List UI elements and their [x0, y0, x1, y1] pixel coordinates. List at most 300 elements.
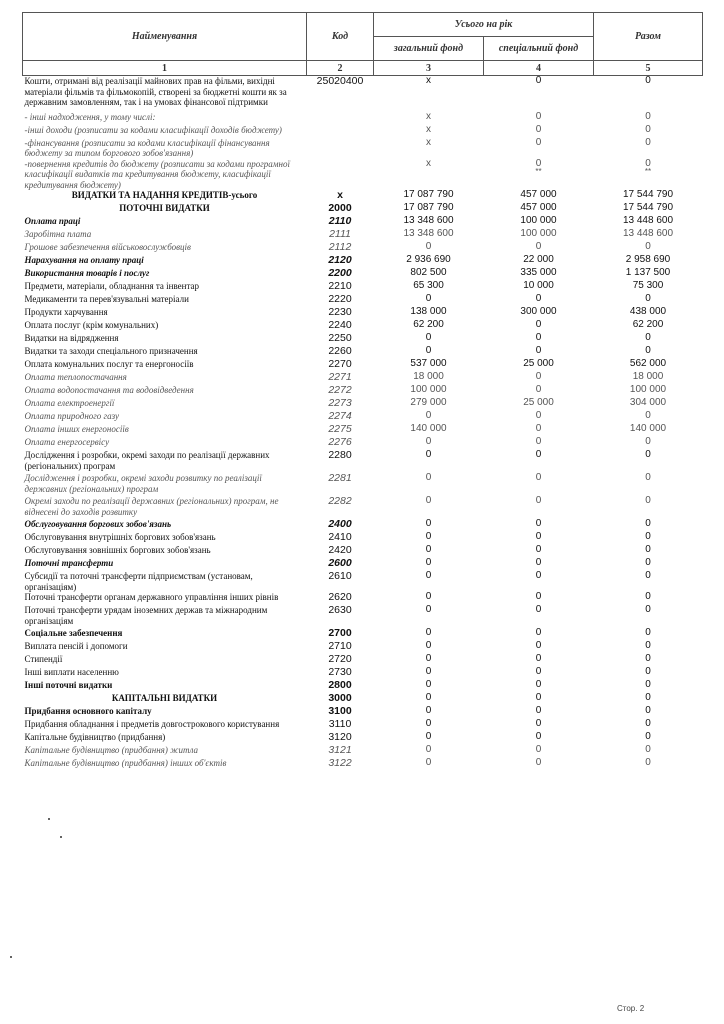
- row-general-fund: [374, 473, 484, 496]
- row-name-text: Інші поточні видатки: [24, 680, 113, 690]
- row-special-fund-text: 0: [535, 557, 542, 568]
- table-row: [23, 372, 703, 385]
- table-row: [23, 667, 703, 680]
- row-name-text: Придбання обладнання і предметів довгострокового користування: [24, 719, 280, 729]
- row-total-text: 0: [645, 531, 651, 542]
- row-general-fund-text: 2 936 690: [406, 254, 451, 265]
- row-general-fund: [374, 159, 484, 191]
- row-code: [307, 125, 374, 138]
- row-name: [23, 605, 307, 628]
- row-total-text: 13 448 600: [622, 228, 674, 239]
- row-code-text: 2274: [328, 410, 352, 422]
- header-code: Код: [307, 13, 374, 61]
- row-stars: **: [535, 167, 542, 176]
- row-general-fund-text: 0: [425, 345, 432, 356]
- row-general-fund-text: 0: [425, 518, 432, 529]
- row-general-fund-text: 0: [425, 604, 432, 615]
- row-total-text: 0: [645, 157, 651, 169]
- row-code-text: 2230: [328, 306, 352, 318]
- row-total-text: 0: [645, 653, 651, 664]
- row-total-text: 62 200: [632, 319, 664, 330]
- row-general-fund-text: 18 000: [413, 371, 444, 382]
- row-name-text: -повернення кредитів до бюджету (розписати за кодами програмної класифікації видатків та кредитування бюджету, класифікації кредитування бюджету): [24, 158, 290, 190]
- scan-speck: [10, 956, 12, 958]
- row-name: [23, 112, 307, 125]
- row-code-text: 2271: [328, 371, 352, 383]
- row-general-fund-text: 279 000: [410, 397, 447, 408]
- table-row: [23, 719, 703, 732]
- row-name: [23, 255, 307, 268]
- row-total: [594, 496, 703, 519]
- table-row: [23, 359, 703, 372]
- row-name-text: Капітальне будівництво (придбання): [24, 732, 166, 742]
- row-special-fund-text: 0: [535, 423, 542, 434]
- table-row: [23, 437, 703, 450]
- row-name: [23, 333, 307, 346]
- table-row: [23, 333, 703, 346]
- row-general-fund-text: 13 348 600: [403, 215, 454, 226]
- row-general-fund-text: 0: [425, 410, 432, 421]
- table-row: [23, 758, 703, 771]
- header-total-year: Усього на рік: [374, 13, 594, 37]
- row-general-fund-text: 100 000: [410, 384, 447, 395]
- row-total-text: 17 544 790: [622, 189, 674, 200]
- table-row: [23, 159, 703, 191]
- row-name: [23, 372, 307, 385]
- row-general-fund-text: 0: [425, 744, 432, 755]
- row-code-text: 3100: [328, 705, 352, 717]
- row-total-text: 0: [645, 666, 651, 677]
- row-special-fund-text: 0: [535, 332, 542, 343]
- row-general-fund-text: 0: [425, 531, 432, 542]
- row-name-text: Обслуговування зовнішніх боргових зобов'язань: [24, 545, 211, 555]
- row-name: [23, 545, 307, 558]
- header-special-fund: спеціальний фонд: [484, 37, 594, 61]
- row-code: [307, 112, 374, 125]
- row-total-text: 0: [645, 518, 651, 529]
- row-general-fund-text: 0: [425, 718, 432, 729]
- row-total-text: 0: [645, 705, 651, 716]
- row-code-text: 2200: [328, 267, 352, 279]
- table-row: [23, 519, 703, 532]
- row-total-text: 0: [645, 544, 651, 555]
- row-name: [23, 138, 307, 159]
- row-code-text: 2720: [328, 653, 352, 665]
- page-mark: Стор. 2: [617, 1004, 645, 1013]
- row-general-fund-text: 0: [425, 472, 432, 483]
- row-special-fund-text: 0: [535, 570, 542, 581]
- row-general-fund-text: 0: [425, 557, 432, 568]
- row-name: [23, 654, 307, 667]
- row-name: [23, 473, 307, 496]
- header-num-4: 4: [484, 61, 594, 76]
- table-row: [23, 693, 703, 706]
- row-code-text: 2272: [328, 384, 352, 396]
- row-total-text: 0: [645, 241, 651, 252]
- row-code-text: 2111: [329, 228, 351, 240]
- row-general-fund: [374, 605, 484, 628]
- row-total-text: 75 300: [632, 280, 664, 291]
- row-name-text: - інші надходження, у тому числі:: [24, 111, 156, 122]
- row-total-text: 0: [645, 75, 651, 86]
- row-special-fund: [484, 159, 594, 191]
- row-general-fund-text: 0: [425, 692, 432, 703]
- row-name: [23, 693, 307, 706]
- row-code-text: 2220: [328, 293, 352, 305]
- header-sum: Разом: [594, 13, 703, 61]
- row-special-fund-text: 335 000: [520, 267, 557, 278]
- row-total-text: 0: [645, 332, 651, 343]
- row-name-text: ВИДАТКИ ТА НАДАННЯ КРЕДИТІВ-усього: [71, 190, 258, 200]
- row-special-fund-text: 25 000: [523, 358, 554, 369]
- row-name-text: Видатки на відрядження: [24, 333, 119, 343]
- budget-table: [22, 12, 703, 771]
- row-total-text: 0: [645, 757, 651, 768]
- row-total-text: 13 448 600: [622, 215, 674, 226]
- table-row: [23, 320, 703, 333]
- row-name-text: Оплата електроенергії: [24, 398, 115, 408]
- row-name-text: Дослідження і розробки, окремі заходи розвитку по реалізації державних (регіональних) програм: [24, 473, 262, 494]
- row-name: [23, 667, 307, 680]
- row-general-fund: [374, 758, 484, 771]
- table-row: [23, 242, 703, 255]
- row-general-fund: [374, 138, 484, 159]
- row-code: [307, 758, 374, 771]
- row-code-text: 2210: [328, 280, 352, 292]
- row-code-text: x: [337, 189, 343, 201]
- row-special-fund-text: 0: [535, 666, 542, 677]
- table-row: [23, 473, 703, 496]
- row-total-text: 0: [645, 410, 651, 421]
- row-name-text: Обслуговування боргових зобов'язань: [24, 519, 172, 529]
- row-total-text: 0: [645, 136, 651, 148]
- row-code-text: 3120: [328, 731, 352, 743]
- row-special-fund: [484, 571, 594, 592]
- row-code-text: 2620: [328, 591, 352, 603]
- row-general-fund-text: 0: [425, 293, 432, 304]
- row-total-text: 0: [645, 557, 651, 568]
- row-special-fund-text: 0: [535, 436, 542, 447]
- row-name: [23, 203, 307, 216]
- row-name-text: Поточні трансферти органам державного управління інших рівнів: [24, 592, 279, 602]
- table-body: [23, 76, 703, 772]
- row-name: [23, 320, 307, 333]
- row-name-text: Оплата водопостачання та водовідведення: [24, 385, 194, 395]
- row-code-text: 2600: [328, 557, 352, 569]
- row-name: [23, 359, 307, 372]
- header-num-2: 2: [307, 61, 374, 76]
- row-name-text: Видатки та заходи спеціального призначення: [24, 346, 198, 356]
- row-name: [23, 229, 307, 242]
- row-name: [23, 307, 307, 320]
- table-row: [23, 216, 703, 229]
- row-special-fund-text: 0: [535, 410, 542, 421]
- row-special-fund-text: 0: [535, 744, 542, 755]
- row-code-text: 2240: [328, 319, 352, 331]
- row-special-fund-text: 0: [535, 371, 542, 382]
- row-code-text: 2273: [328, 397, 352, 409]
- row-name-text: Оплата послуг (крім комунальних): [24, 320, 159, 330]
- row-special-fund-text: 0: [535, 757, 542, 768]
- row-general-fund-text: 0: [425, 679, 432, 690]
- row-code-text: 2420: [328, 544, 352, 556]
- row-code-text: 2112: [328, 241, 352, 253]
- row-special-fund-text: 0: [535, 591, 542, 602]
- row-special-fund-text: 0: [535, 472, 542, 483]
- row-special-fund: [484, 138, 594, 159]
- row-special-fund-text: 0: [535, 110, 542, 122]
- table-row: [23, 125, 703, 138]
- row-general-fund-text: 17 087 790: [403, 202, 454, 213]
- row-total-text: 0: [645, 472, 651, 483]
- row-general-fund-text: 0: [425, 544, 432, 555]
- row-special-fund-text: 0: [535, 653, 542, 664]
- row-general-fund-text: x: [426, 136, 431, 148]
- row-total-text: 304 000: [629, 397, 667, 408]
- row-total-text: 438 000: [629, 306, 667, 317]
- row-name: [23, 242, 307, 255]
- row-name-text: Предмети, матеріали, обладнання та інвентар: [24, 281, 200, 291]
- row-name-text: Поточні трансферти урядам іноземних держав та міжнародним організаціям: [24, 605, 268, 626]
- table-row: [23, 745, 703, 758]
- row-name-text: Нарахування на оплату праці: [24, 255, 144, 265]
- row-special-fund: [484, 496, 594, 519]
- row-name: [23, 281, 307, 294]
- row-total-text: 0: [645, 449, 651, 460]
- table-row: [23, 732, 703, 745]
- row-special-fund-text: 0: [535, 449, 542, 460]
- table-row: [23, 571, 703, 592]
- table-row: [23, 76, 703, 112]
- row-name-text: Оплата природного газу: [24, 411, 120, 421]
- row-name: [23, 558, 307, 571]
- row-special-fund: [484, 76, 594, 112]
- row-total: [594, 159, 703, 191]
- row-general-fund-text: 0: [425, 640, 432, 651]
- row-total-text: 0: [645, 436, 651, 447]
- row-name: [23, 719, 307, 732]
- row-general-fund-text: 17 087 790: [403, 189, 454, 200]
- row-name-text: Оплата інших енергоносіїв: [24, 424, 129, 434]
- table-row: [23, 545, 703, 558]
- row-special-fund-text: 0: [535, 136, 542, 148]
- row-code: [307, 605, 374, 628]
- row-name: [23, 76, 307, 112]
- row-code-text: 2710: [328, 640, 352, 652]
- row-special-fund-text: 0: [535, 518, 542, 529]
- row-total-text: 0: [645, 123, 651, 135]
- row-code-text: 2275: [328, 423, 352, 435]
- row-special-fund-text: 457 000: [520, 189, 557, 200]
- row-total-text: 562 000: [629, 358, 667, 369]
- row-code: [307, 450, 374, 473]
- row-general-fund-text: 0: [425, 731, 432, 742]
- row-total-text: 0: [645, 591, 651, 602]
- row-stars: **: [644, 167, 652, 176]
- row-name: [23, 641, 307, 654]
- row-special-fund-text: 0: [535, 718, 542, 729]
- row-name-text: Виплата пенсій і допомоги: [24, 641, 128, 651]
- row-special-fund-text: 0: [535, 531, 542, 542]
- row-total-text: 1 137 500: [625, 267, 671, 278]
- row-name: [23, 732, 307, 745]
- row-total-text: 18 000: [632, 371, 664, 382]
- row-name: [23, 125, 307, 138]
- row-general-fund: [374, 496, 484, 519]
- row-special-fund-text: 457 000: [520, 202, 557, 213]
- row-name-text: Субсидії та поточні трансферти підприємствам (установам, організаціям): [24, 571, 253, 592]
- row-total-text: 0: [645, 679, 651, 690]
- row-special-fund-text: 0: [535, 731, 542, 742]
- row-name: [23, 190, 307, 203]
- table-row: [23, 592, 703, 605]
- row-special-fund: [484, 473, 594, 496]
- row-name-text: Продукти харчування: [24, 307, 108, 317]
- table-row: [23, 558, 703, 571]
- row-code: [307, 159, 374, 191]
- header-num-1: 1: [23, 61, 307, 76]
- row-total-text: 0: [645, 570, 651, 581]
- row-general-fund-text: 65 300: [413, 280, 444, 291]
- table-row: [23, 424, 703, 437]
- row-code-text: 2800: [328, 679, 352, 691]
- row-name-text: Соціальне забезпечення: [24, 628, 123, 638]
- row-name: [23, 268, 307, 281]
- row-special-fund-text: 0: [535, 705, 542, 716]
- row-name: [23, 437, 307, 450]
- row-general-fund-text: x: [426, 157, 431, 169]
- row-total-text: 0: [645, 110, 651, 122]
- row-special-fund-text: 10 000: [523, 280, 554, 291]
- row-special-fund-text: 100 000: [520, 215, 557, 226]
- row-general-fund: [374, 76, 484, 112]
- row-total-text: 0: [645, 293, 651, 304]
- row-code-text: 2281: [328, 472, 352, 484]
- row-code-text: 2000: [328, 202, 352, 214]
- row-general-fund: [374, 571, 484, 592]
- row-name: [23, 385, 307, 398]
- row-general-fund-text: 0: [425, 627, 432, 638]
- table-row: [23, 654, 703, 667]
- table-row: [23, 605, 703, 628]
- row-name-text: -інші доходи (розписати за кодами класифікації доходів бюджету): [24, 124, 282, 135]
- row-name-text: Кошти, отримані від реалізації майнових прав на фільми, вихідні матеріали фільмів та фільмокопій, створені за бюджетні кошти як за державним замовленням, так і на умовах фінансової підтримки: [24, 76, 287, 107]
- header-num-3: 3: [374, 61, 484, 76]
- row-code-text: 2120: [328, 254, 352, 266]
- row-special-fund-text: 0: [535, 679, 542, 690]
- scan-speck: [60, 836, 62, 838]
- header-general-fund: загальний фонд: [374, 37, 484, 61]
- table-row: [23, 138, 703, 159]
- row-total-text: 0: [645, 744, 651, 755]
- row-general-fund-text: 0: [425, 436, 432, 447]
- table-row: [23, 411, 703, 424]
- row-code-text: 2730: [328, 666, 352, 678]
- row-total: [594, 758, 703, 771]
- row-total: [594, 605, 703, 628]
- row-general-fund-text: 0: [425, 241, 432, 252]
- table-row: [23, 268, 703, 281]
- row-general-fund-text: 13 348 600: [403, 228, 454, 239]
- row-general-fund-text: 0: [425, 757, 432, 768]
- row-special-fund-text: 0: [535, 293, 542, 304]
- row-name-text: Заробітна плата: [24, 229, 92, 239]
- row-code-text: 2630: [328, 604, 352, 616]
- row-name: [23, 346, 307, 359]
- row-special-fund-text: 22 000: [523, 254, 554, 265]
- row-name: [23, 159, 307, 191]
- row-code-text: 3121: [328, 744, 352, 756]
- row-name-text: ПОТОЧНІ ВИДАТКИ: [119, 203, 210, 213]
- row-name: [23, 398, 307, 411]
- row-name: [23, 758, 307, 771]
- row-code: [307, 496, 374, 519]
- row-name-text: Оплата комунальних послуг та енергоносіїв: [24, 359, 194, 369]
- table-row: [23, 628, 703, 641]
- table-row: [23, 281, 703, 294]
- table-row: [23, 307, 703, 320]
- row-special-fund-text: 0: [535, 319, 542, 330]
- row-code-text: 2610: [328, 570, 352, 582]
- row-code-text: 2260: [328, 345, 352, 357]
- table-row: [23, 255, 703, 268]
- row-name: [23, 411, 307, 424]
- table-row: [23, 680, 703, 693]
- table-row: [23, 203, 703, 216]
- row-total: [594, 450, 703, 473]
- row-special-fund-text: 0: [535, 157, 542, 169]
- row-special-fund-text: 0: [535, 544, 542, 555]
- row-name-text: Капітальне будівництво (придбання) інших об'єктів: [24, 758, 227, 768]
- row-name: [23, 532, 307, 545]
- budget-page: [22, 12, 702, 771]
- row-name-text: Медикаменти та перев'язувальні матеріали: [24, 294, 189, 304]
- row-name: [23, 745, 307, 758]
- row-code-text: 2400: [328, 518, 352, 530]
- row-special-fund-text: 0: [535, 345, 542, 356]
- row-total-text: 0: [645, 640, 651, 651]
- row-general-fund-text: 0: [425, 332, 432, 343]
- row-code: [307, 138, 374, 159]
- row-special-fund: [484, 605, 594, 628]
- row-code-text: 2270: [328, 358, 352, 370]
- row-name: [23, 571, 307, 592]
- table-row: [23, 294, 703, 307]
- row-total-text: 140 000: [629, 423, 667, 434]
- row-special-fund-text: 100 000: [520, 228, 557, 239]
- row-name-text: Оплата теплопостачання: [24, 372, 127, 382]
- row-code-text: 2700: [328, 627, 352, 639]
- row-special-fund-text: 0: [535, 75, 542, 86]
- row-code-text: 2276: [328, 436, 352, 448]
- row-special-fund-text: 25 000: [523, 397, 554, 408]
- row-code-text: 3110: [328, 718, 352, 730]
- table-row: [23, 450, 703, 473]
- row-general-fund-text: 0: [425, 653, 432, 664]
- row-name-text: Поточні трансферти: [24, 558, 114, 568]
- table-row: [23, 112, 703, 125]
- row-total: [594, 138, 703, 159]
- row-general-fund-text: 0: [425, 570, 432, 581]
- row-name-text: Придбання основного капіталу: [24, 706, 152, 716]
- row-name-text: -фінансування (розписати за кодами класифікації фінансування бюджету за типом боргового зобов'язання): [24, 137, 270, 158]
- row-name-text: Використання товарів і послуг: [24, 268, 150, 278]
- row-code-text: 2250: [328, 332, 352, 344]
- row-code-text: 2110: [328, 215, 352, 227]
- table-row: [23, 346, 703, 359]
- row-special-fund-text: 0: [535, 692, 542, 703]
- table-row: [23, 496, 703, 519]
